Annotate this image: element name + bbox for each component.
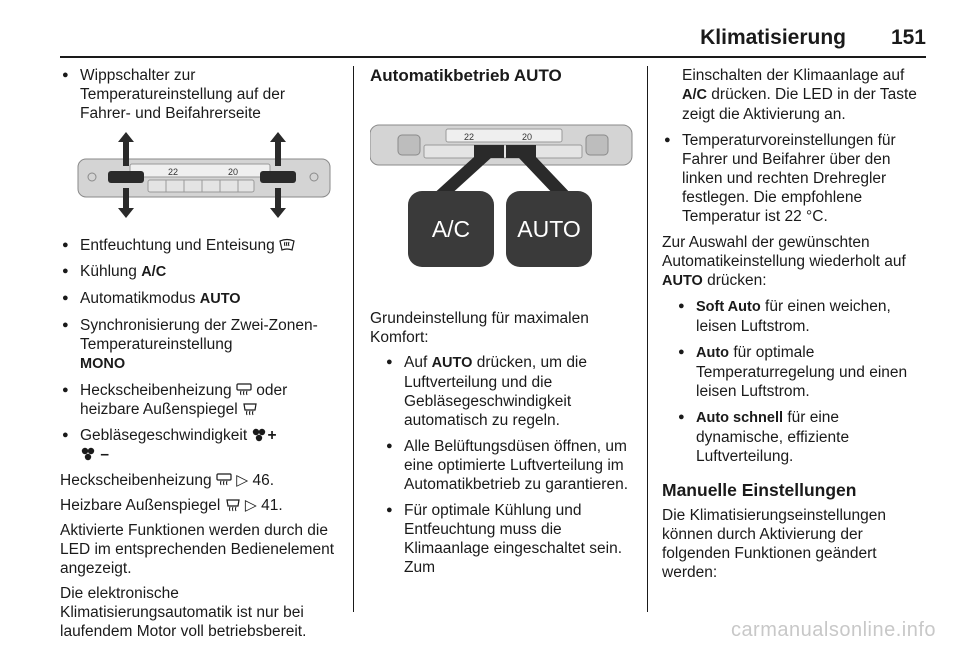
right-rocker-switch — [260, 171, 296, 183]
auto-buttons-figure — [370, 119, 634, 269]
heading-manual-settings: Manuelle Einstellungen — [662, 480, 857, 500]
para-led: Aktivierte Funktionen werden durch die LED im entsprechenden Bedienelement angezeigt. — [60, 522, 335, 577]
para-manual: Die Klimatisierungseinstellungen können durch Aktivierung der folgenden Funktionen geändert werden: — [662, 507, 887, 581]
para-engine: Die elektronische Klimatisierungsautomatik ist nur bei laufendem Motor voll betriebsbereit. — [60, 585, 307, 640]
rear-window-heater-icon — [216, 473, 232, 487]
watermark: carmanualsonline.info — [730, 619, 936, 641]
figure-temp-left: 22 — [168, 167, 179, 177]
page-header — [60, 28, 926, 54]
auto-button-label: AUTO — [517, 216, 581, 242]
bullet-mono: ● Synchronisierung der Zwei-Zonen-Temperatureinstellung MONO — [60, 316, 340, 374]
climate-panel-figure — [60, 130, 340, 222]
bullet-temp-preset: ● Temperaturvoreinstellungen für Fahrer und Beifahrer über den linken und rechten Drehregler festlegen. Die empfohlene Temperatur ist 22 °C. — [662, 131, 928, 226]
bullet-cooling-note: ● Für optimale Kühlung und Entfeuchtung muss die Klimaanlage eingeschaltet sein. Zum — [384, 501, 634, 577]
bullet-cooling: ● Kühlung A/C — [60, 262, 340, 282]
rear-window-heater-icon — [236, 383, 252, 397]
intro-text: Grundeinstellung für maximalen Komfort: — [370, 310, 589, 346]
bullet-auto: ● Automatikmodus AUTO — [60, 289, 340, 309]
header-rule — [60, 56, 926, 58]
option-soft-auto: ● Soft Auto für einen weichen, leisen Luftstrom. — [676, 297, 928, 336]
para-auto-select: Zur Auswahl der gewünschten Automatikeinstellung wiederholt auf AUTO drücken: — [662, 234, 906, 289]
bullet-defrost: ● Entfeuchtung und Enteisung — [60, 236, 340, 255]
column-divider-1 — [353, 66, 354, 612]
left-rocker-switch — [108, 171, 144, 183]
column-divider-2 — [647, 66, 648, 612]
fan-icon — [80, 447, 96, 461]
heading-auto-mode: Automatikbetrieb AUTO — [370, 66, 562, 85]
bullet-press-auto: ● Auf AUTO drücken, um die Luftverteilung und die Gebläsegeschwindigkeit automatisch zu regeln. — [384, 353, 634, 430]
kw-auto: AUTO — [199, 291, 241, 307]
figure-temp-right: 20 — [522, 132, 533, 142]
fan-plus: + — [267, 427, 277, 444]
option-auto-fast: ● Auto schnell für eine dynamische, effiziente Luftverteilung. — [676, 408, 928, 466]
page-ref-link[interactable]: 41. — [261, 497, 283, 514]
option-auto: ● Auto für optimale Temperaturregelung und einen leisen Luftstrom. — [676, 343, 928, 401]
bullet-fan-speed: ● Gebläsegeschwindigkeit + – — [60, 426, 340, 464]
figure-temp-left: 22 — [464, 132, 475, 142]
ref-mirror-heater: Heizbare Außenspiegel ▷ 41. — [60, 497, 283, 514]
column-2 — [370, 66, 634, 584]
ref-rear-heater: Heckscheibenheizung ▷ 46. — [60, 472, 275, 489]
column-3 — [662, 66, 928, 588]
page-ref-arrow-icon: ▷ — [236, 472, 249, 489]
figure-temp-right: 20 — [228, 167, 239, 177]
page-ref-arrow-icon: ▷ — [244, 497, 257, 514]
mirror-heater-icon — [242, 402, 258, 416]
fan-minus: – — [100, 446, 109, 463]
windshield-defrost-icon — [279, 238, 295, 252]
column-1 — [60, 66, 340, 647]
fan-icon — [251, 428, 267, 442]
page-title: Klimatisierung — [700, 26, 846, 49]
page-number: 151 — [890, 26, 926, 49]
bullet-cooling-note-cont: Einschalten der Klimaanlage auf A/C drücken. Die LED in der Taste zeigt die Aktivierung an. — [682, 67, 917, 123]
mirror-heater-icon — [225, 498, 241, 512]
bullet-temp-switch: ● Wippschalter zur Temperatureinstellung auf der Fahrer- und Beifahrerseite — [60, 66, 340, 123]
kw-ac: A/C — [141, 264, 167, 280]
page-ref-link[interactable]: 46. — [252, 472, 275, 489]
ac-button-label: A/C — [431, 216, 471, 242]
bullet-rear-heater: ● Heckscheibenheizung oder heizbare Außenspiegel — [60, 381, 340, 419]
kw-mono: MONO — [80, 356, 126, 372]
bullet-vents: ● Alle Belüftungsdüsen öffnen, um eine optimierte Luftverteilung im Automatikbetrieb zu garantieren. — [384, 437, 634, 494]
